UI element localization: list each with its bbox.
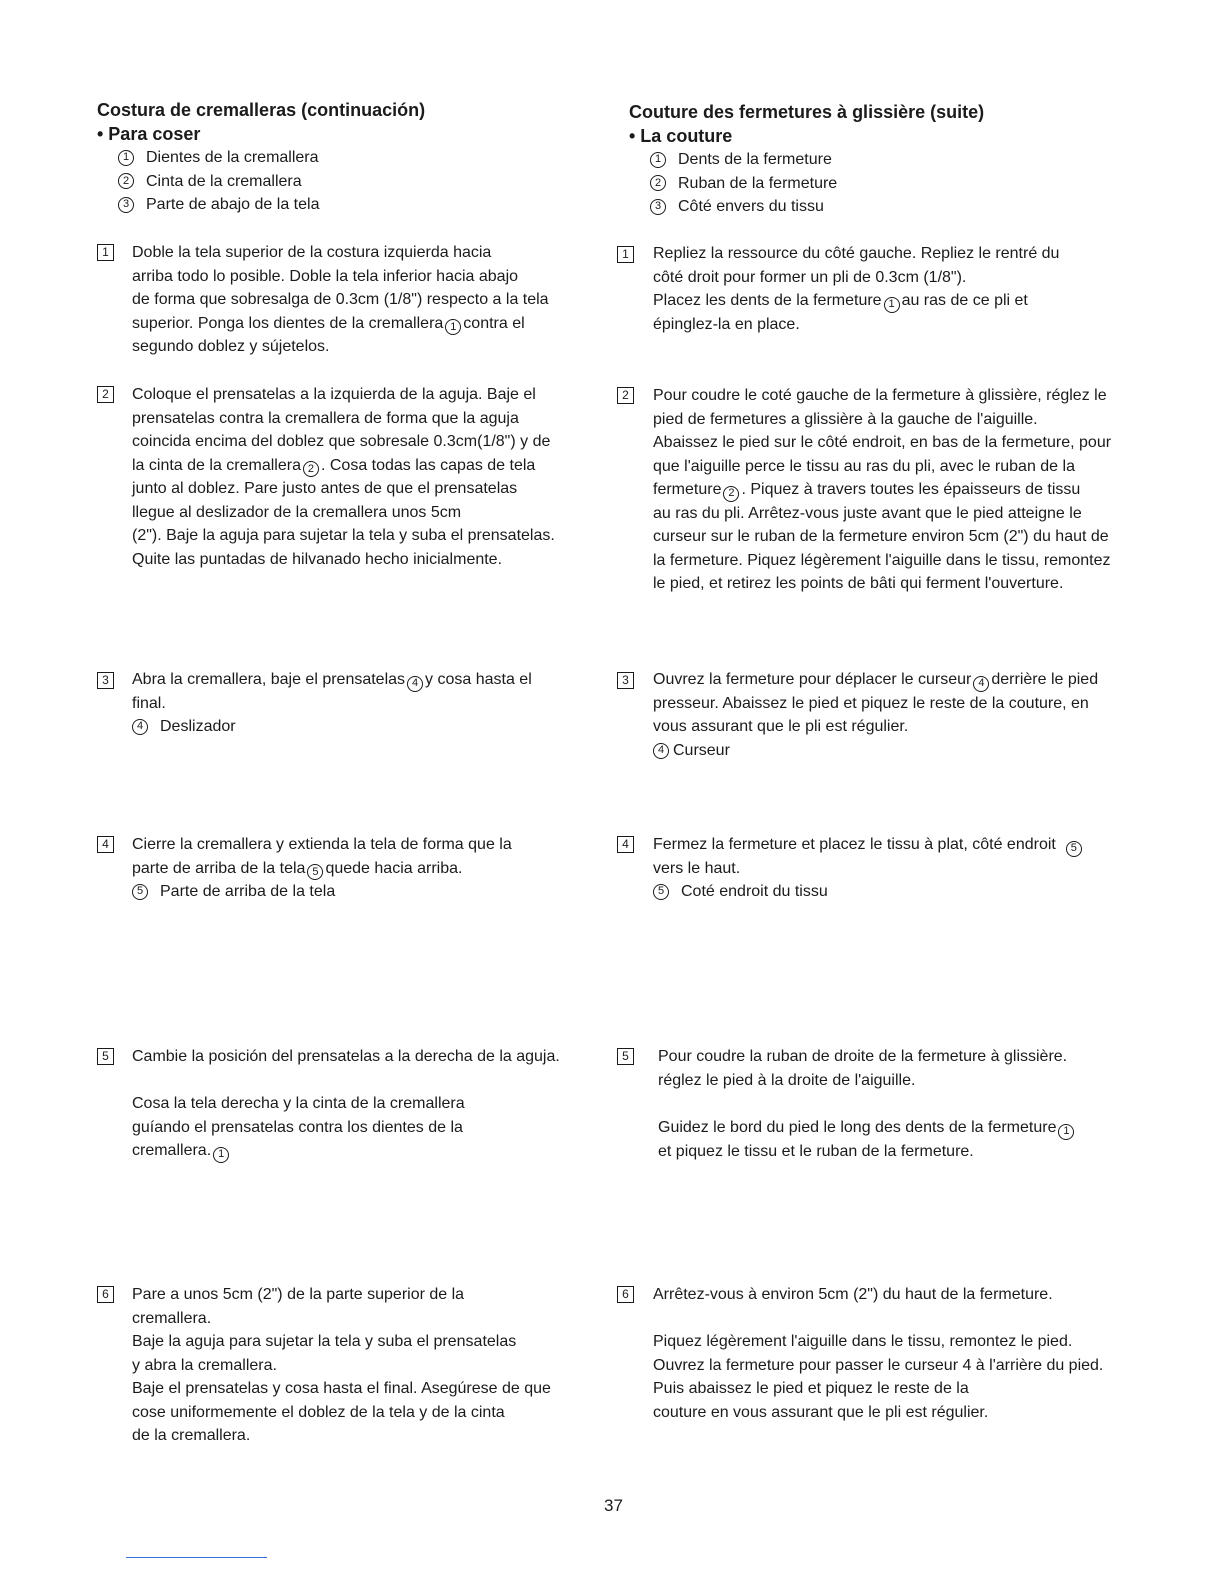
- fr-step-text: au ras de ce pli et épinglez-la en place.: [653, 292, 1028, 333]
- fr-step-2-text: [653, 384, 1163, 596]
- fr-step-6-text-cont: Piquez légèrement l'aiguille dans le tissu, remontez le pied. Ouvrez la fermeture pour passer le curseur 4 à l'arrière du pied. Puis abaissez le pied et piquez le reste de la couture en vous assurant que le pli est régulier.: [653, 1333, 1104, 1421]
- fr-step-3-legend: [653, 739, 730, 763]
- fr-legend-item: [650, 195, 837, 219]
- es-step-text: Cosa la tela derecha y la cinta de la cremallera guíando el prensatelas contra los dientes de la cremallera.: [132, 1095, 465, 1159]
- circled-number-icon: 1: [884, 297, 900, 313]
- fr-section-title: Couture des fermetures à glissière (suite): [629, 102, 985, 122]
- es-section-subtitle: • Para coser: [97, 124, 201, 144]
- es-step-text: . Cosa todas las capas de tela junto al doblez. Pare justo antes de que el prensatelas llegue al deslizador de la cremallera unos 5cm (2"). Baje la aguja para sujetar la tela y suba el prensatelas. Quite las puntadas de hilvanado hecho inicialmente.: [132, 456, 555, 568]
- fr-legend-item: [650, 172, 837, 196]
- circled-number-icon: 2: [303, 461, 319, 477]
- fr-step-3-text: [653, 668, 1163, 739]
- circled-number-icon: 1: [118, 150, 134, 166]
- circled-number-icon: 1: [213, 1147, 229, 1163]
- circled-number-icon: 1: [445, 319, 461, 335]
- es-step-text: contra el segundo doblez y sújetelos.: [132, 314, 525, 355]
- fr-legend-label: Curseur: [673, 742, 730, 759]
- fr-step-number-box: 3: [617, 672, 634, 689]
- circled-number-icon: 2: [723, 486, 739, 502]
- es-step-text: y cosa hasta el final.: [132, 671, 532, 712]
- fr-step-text: Pour coudre le coté gauche de la fermeture à glissière, réglez le pied de fermetures a glissière à la gauche de l'aiguille. Abaissez le pied sur le côté endroit, en bas de la fermeture, pour que l'aiguille perce le tissu au ras du pli, avec le ruban de la fermeture: [653, 387, 1112, 498]
- fr-step-number-box: 1: [617, 246, 634, 263]
- circled-number-icon: 4: [132, 719, 148, 735]
- es-step-text: Doble la tela superior de la costura izquierda hacia arriba todo lo posible. Doble la tela inferior hacia abajo de forma que sobresalga de 0.3cm (1/8") respecto a la tela superior. Ponga los dientes de la cremallera: [132, 244, 549, 332]
- circled-number-icon: 4: [407, 676, 423, 692]
- es-step-3-text: [132, 668, 602, 715]
- es-step-5-text-cont: [132, 1092, 602, 1163]
- circled-number-icon: 5: [307, 864, 323, 880]
- fr-step-4-legend: [653, 880, 828, 904]
- circled-number-icon: 1: [650, 152, 666, 168]
- circled-number-icon: 1: [1058, 1124, 1074, 1140]
- fr-step-text: et piquez le tissu et le ruban de la fermeture.: [658, 1142, 974, 1160]
- es-step-4-text: [132, 833, 602, 880]
- fr-step-text: . Piquez à travers toutes les épaisseurs de tissu au ras du pli. Arrêtez-vous juste avant que le pied atteigne le curseur sur le ruban de la fermeture environ 5cm (2") du haut de la fermeture. Piquez légèrement l'aiguille dans le tissu, remontez le pied, et retirez les points de bâti qui ferment l'ouverture.: [653, 481, 1111, 592]
- fr-step-text: Repliez la ressource du côté gauche. Repliez le rentré du côté droit pour former un pli de 0.3cm (1/8"). Placez les dents de la fermeture: [653, 245, 1060, 309]
- fr-step-4-text: [653, 833, 1163, 880]
- fr-step-number-box: 2: [617, 387, 634, 404]
- es-step-3-legend: [132, 715, 236, 739]
- es-step-6-text: Pare a unos 5cm (2") de la parte superior de la cremallera. Baje la aguja para sujetar la tela y suba el prensatelas y abra la cremallera. Baje el prensatelas y cosa hasta el final. Asegúrese de que cose uniformemente el doblez de la tela y de la cinta de la cremallera.: [132, 1286, 551, 1444]
- es-step-number-box: 2: [97, 386, 114, 403]
- es-legend-label: Deslizador: [160, 718, 236, 735]
- circled-number-icon: 4: [653, 743, 669, 759]
- es-legend-item: [118, 193, 319, 217]
- fr-legend-label: Dents de la fermeture: [678, 151, 832, 168]
- es-step-number-box: 5: [97, 1048, 114, 1065]
- es-legend-label: Cinta de la cremallera: [146, 172, 302, 190]
- es-step-4-legend: [132, 880, 335, 904]
- page-number: 37: [604, 1496, 623, 1515]
- circled-number-icon: 3: [118, 197, 134, 213]
- es-step-number-box: 3: [97, 672, 114, 689]
- es-legend-label: Dientes de la cremallera: [146, 149, 319, 166]
- fr-section-subtitle: • La couture: [629, 126, 733, 146]
- fr-legend-label: Coté endroit du tissu: [681, 883, 828, 900]
- es-step-number-box: 1: [97, 244, 114, 261]
- es-step-text: Cierre la cremallera y extienda la tela de forma que la parte de arriba de la tela: [132, 836, 512, 877]
- fr-step-text: vers le haut.: [653, 859, 741, 877]
- es-legend-label: Parte de abajo de la tela: [146, 196, 320, 213]
- fr-step-text: Ouvrez la fermeture pour déplacer le curseur: [653, 671, 972, 688]
- circled-number-icon: 5: [1066, 841, 1082, 857]
- circled-number-icon: 5: [132, 884, 148, 900]
- es-legend-item: [118, 170, 319, 194]
- fr-step-6-text: Arrêtez-vous à environ 5cm (2") du haut de la fermeture.: [653, 1286, 1053, 1303]
- es-step-5-text: Cambie la posición del prensatelas a la derecha de la aguja.: [132, 1048, 560, 1065]
- es-section-title: Costura de cremalleras (continuación): [97, 100, 426, 120]
- es-step-text: quede hacia arriba.: [325, 859, 463, 877]
- fr-step-1-text: [653, 242, 1163, 336]
- fr-step-text: Fermez la fermeture et placez le tissu à plat, côté endroit: [653, 836, 1056, 853]
- fr-step-5-text-cont: [658, 1116, 1163, 1163]
- fr-step-5-text: Pour coudre la ruban de droite de la fermeture à glissière. réglez le pied à la droite de l'aiguille.: [658, 1048, 1068, 1089]
- es-legend-label: Parte de arriba de la tela: [160, 883, 336, 900]
- es-legend: [118, 146, 319, 217]
- es-step-1-text: [132, 241, 602, 359]
- es-step-number-box: 6: [97, 1286, 114, 1303]
- fr-step-text: derrière le pied presseur. Abaissez le pied et piquez le reste de la couture, en vous assurant que le pli est régulier.: [653, 671, 1099, 735]
- footer-rule: [126, 1557, 267, 1558]
- fr-legend: [650, 148, 837, 219]
- circled-number-icon: 4: [973, 676, 989, 692]
- circled-number-icon: 5: [653, 884, 669, 900]
- circled-number-icon: 3: [650, 199, 666, 215]
- fr-step-number-box: 4: [617, 836, 634, 853]
- es-step-2-text: [132, 383, 602, 571]
- fr-step-number-box: 6: [617, 1286, 634, 1303]
- fr-step-text: Guidez le bord du pied le long des dents de la fermeture: [658, 1119, 1057, 1136]
- es-step-number-box: 4: [97, 836, 114, 853]
- es-legend-item: [118, 146, 319, 170]
- circled-number-icon: 2: [118, 173, 134, 189]
- es-step-text: Abra la cremallera, baje el prensatelas: [132, 671, 406, 688]
- fr-legend-label: Côté envers du tissu: [678, 198, 824, 215]
- fr-legend-label: Ruban de la fermeture: [678, 174, 838, 192]
- es-step-text: Coloque el prensatelas a la izquierda de la aguja. Baje el prensatelas contra la cremallera de forma que la aguja coincida encima del doblez que sobresale 0.3cm(1/8") y de la cinta de la cremallera: [132, 386, 551, 474]
- fr-legend-item: [650, 148, 837, 172]
- circled-number-icon: 2: [650, 175, 666, 191]
- fr-step-number-box: 5: [617, 1048, 634, 1065]
